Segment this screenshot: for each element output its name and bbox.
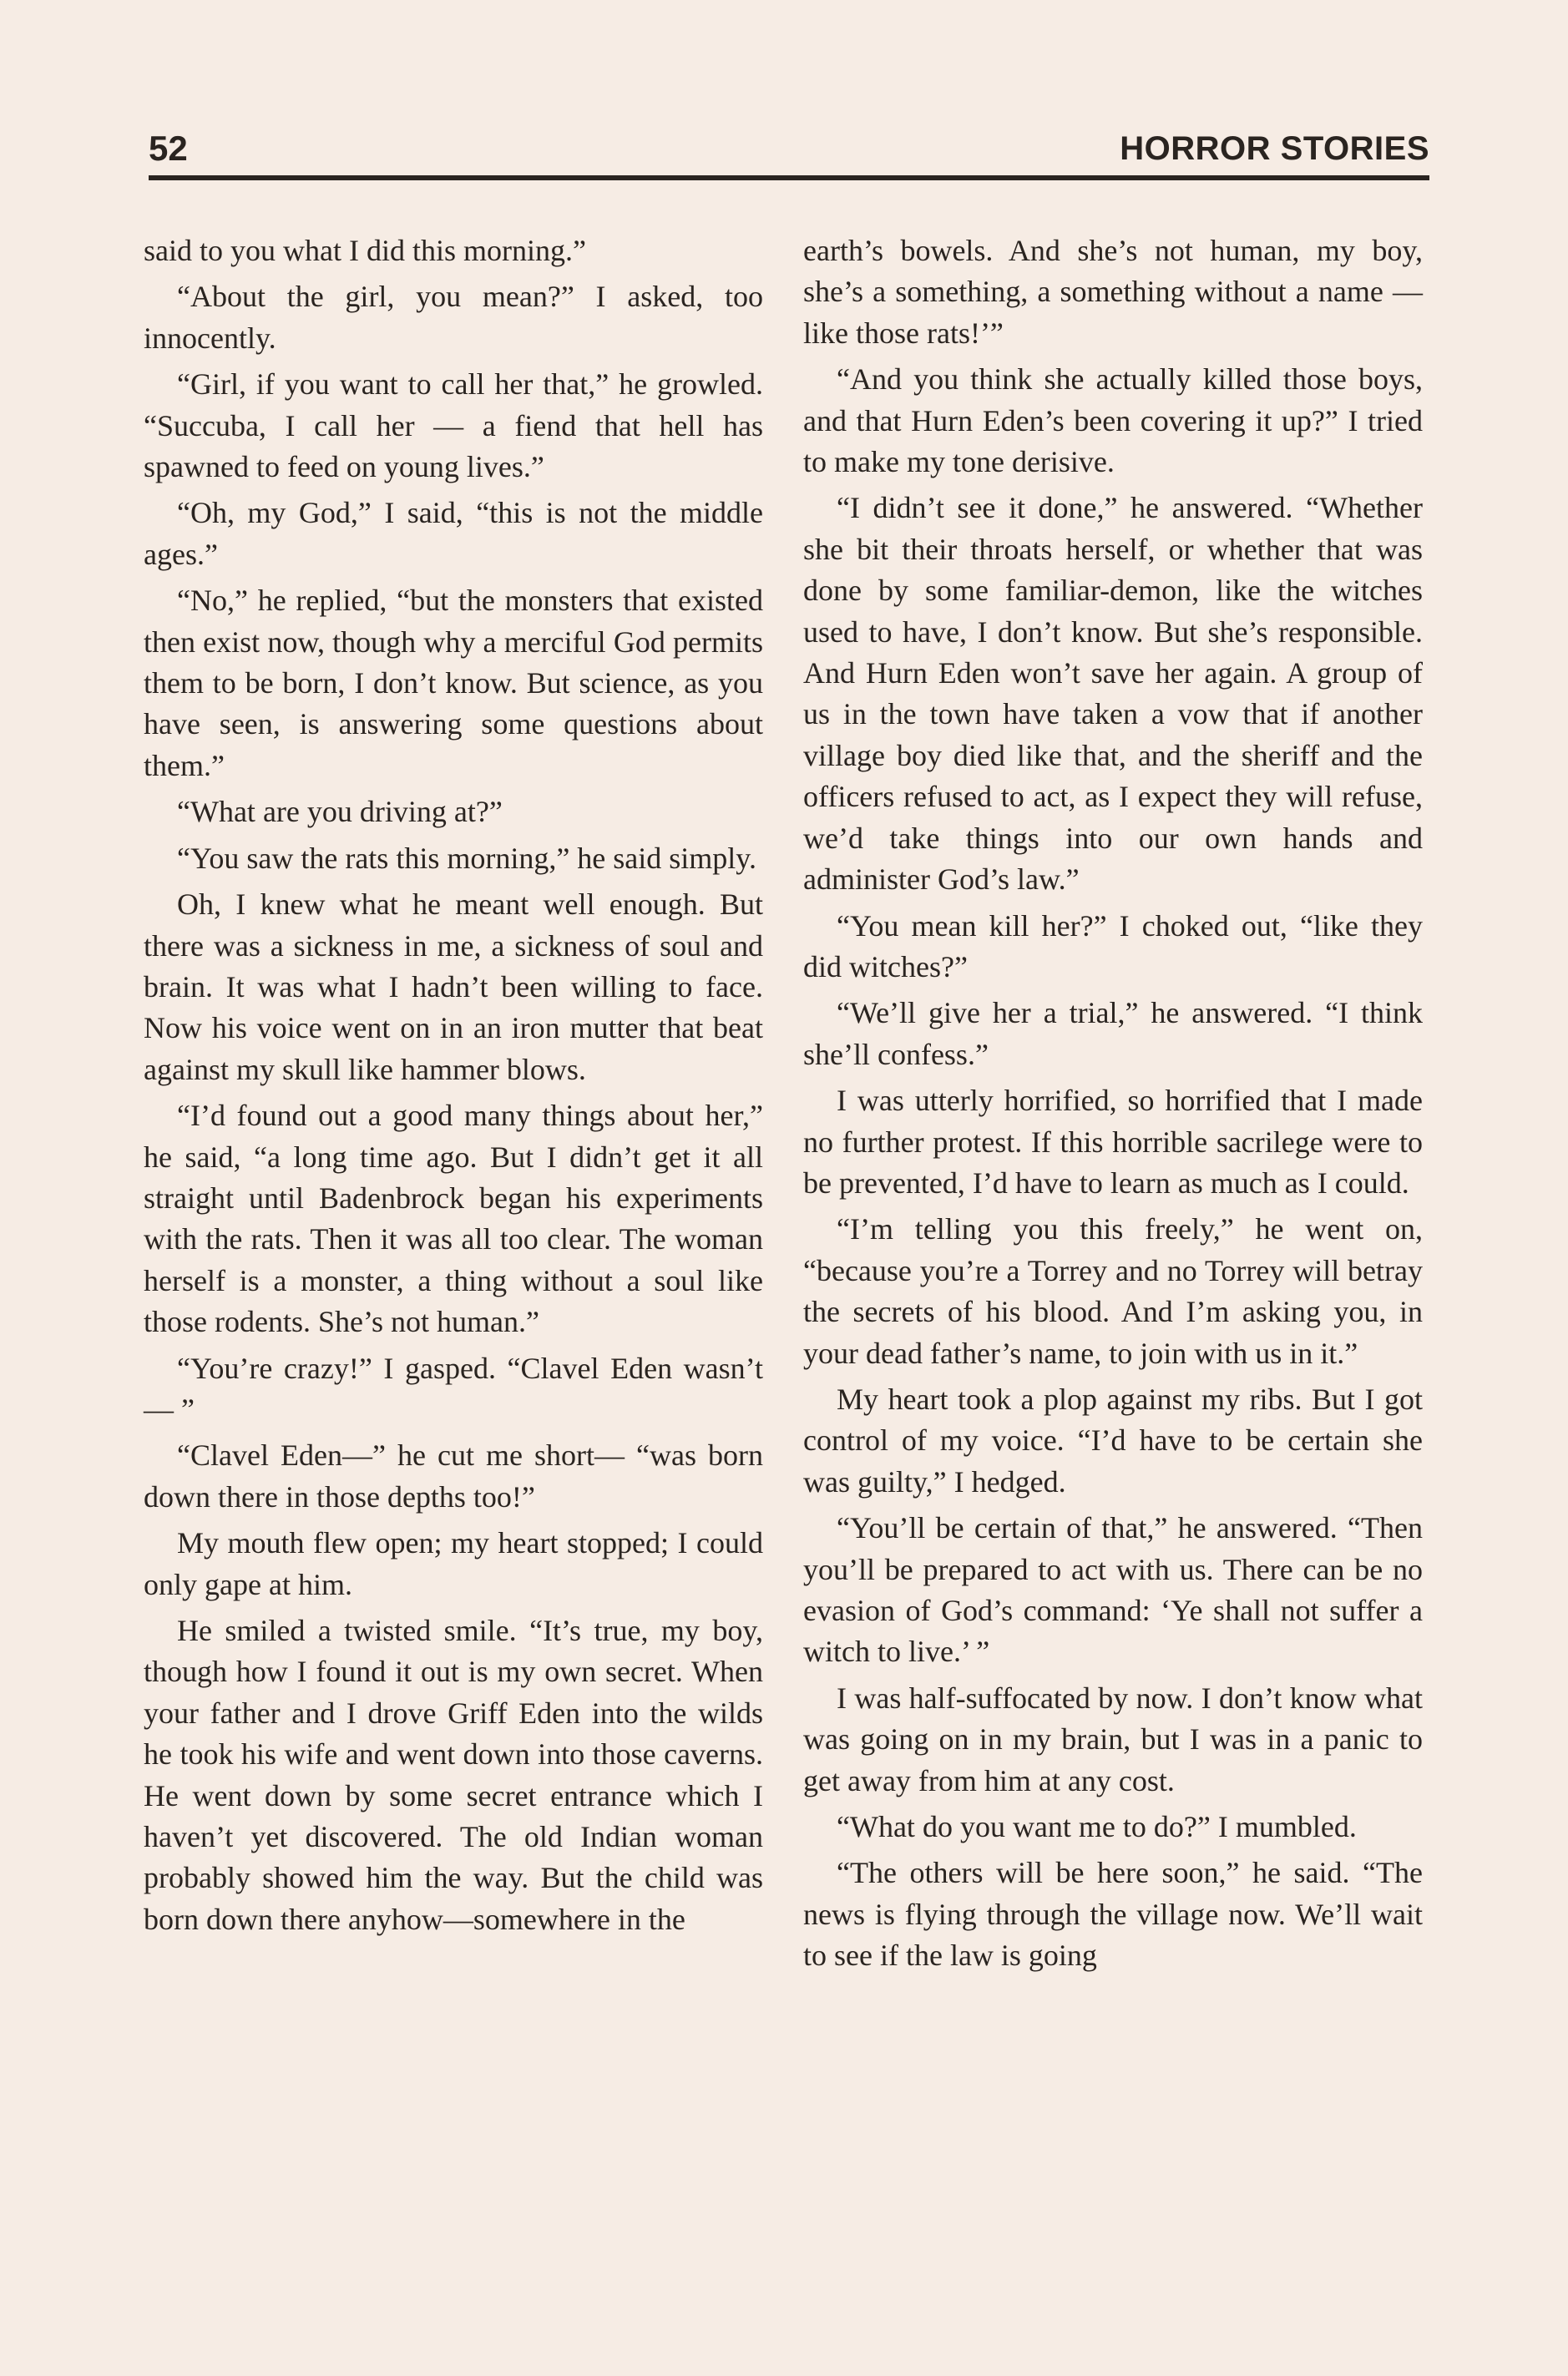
- paragraph: “I didn’t see it done,” he answered. “Whether she bit their throats herself, or whether that was done by some familiar-demon, like the witches used to have, I don’t know. But she’s responsible. And Hurn Eden won’t save her again. A group of us in the town have taken a vow that if another village boy died like that, and the sheriff and the officers refused to act, as I expect they will refuse, we’d take things into our own hands and administer God’s law.”: [803, 491, 1423, 897]
- paragraph: “The others will be here soon,” he said. “The news is flying through the village now. We’ll wait to see if the law is going: [803, 1856, 1423, 1973]
- paragraph: I was utterly horrified, so horrified that I made no further protest. If this horrible sacrilege were to be prevented, I’d have to learn as much as I could.: [803, 1084, 1423, 1200]
- paragraph: “Clavel Eden—” he cut me short— “was born down there in those depths too!”: [144, 1438, 763, 1514]
- paragraph: My heart took a plop against my ribs. But I got control of my voice. “I’d have to be certain she was guilty,” I hedged.: [803, 1382, 1423, 1499]
- right-column: [803, 230, 1423, 1982]
- paragraph: “You saw the rats this morning,” he said simply.: [177, 841, 756, 875]
- paragraph: I was half-suffocated by now. I don’t know what was going on in my brain, but I was in a panic to get away from him at any cost.: [803, 1681, 1423, 1797]
- paragraph: “You mean kill her?” I choked out, “like they did witches?”: [803, 908, 1423, 983]
- paragraph: My mouth flew open; my heart stopped; I could only gape at him.: [144, 1526, 763, 1601]
- paragraph: “No,” he replied, “but the monsters that existed then exist now, though why a merciful God permits them to be born, I don’t know. But science, as you have seen, is answering some questions about them.”: [144, 584, 763, 782]
- paragraph: “I’d found out a good many things about her,” he said, “a long time ago. But I didn’t get it all straight until Badenbrock began his experiments with the rats. Then it was all too clear. The woman herself is a monster, a thing without a soul like those rodents. She’s not human.”: [144, 1099, 763, 1339]
- running-head: HORROR STORIES: [1120, 130, 1429, 167]
- page-header: [149, 125, 1429, 180]
- paragraph: “About the girl, you mean?” I asked, too innocently.: [144, 280, 763, 355]
- paragraph: “What are you driving at?”: [177, 795, 503, 829]
- paragraph: “You’ll be certain of that,” he answered. “Then you’ll be prepared to act with us. There can be no evasion of God’s command: ‘Ye shall not suffer a witch to live.’ ”: [803, 1511, 1423, 1669]
- paragraph: “And you think she actually killed those boys, and that Hurn Eden’s been covering it up?” I tried to make my tone derisive.: [803, 362, 1423, 479]
- paragraph: “You’re crazy!” I gasped. “Clavel Eden wasn’t — ”: [144, 1351, 763, 1426]
- paragraph: said to you what I did this morning.”: [144, 234, 586, 267]
- paragraph: Oh, I knew what he meant well enough. But there was a sickness in me, a sickness of soul and brain. It was what I hadn’t been willing to face. Now his voice went on in an iron mutter that beat against my skull like hammer blows.: [144, 887, 763, 1086]
- paragraph: He smiled a twisted smile. “It’s true, my boy, though how I found it out is my own secret. When your father and I drove Griff Eden into the wilds he took his wife and went down into those caverns. He went down by some secret entrance which I haven’t yet discovered. The old Indian woman probably showed him the way. But the child was born down there anyhow—somewhere in the: [144, 1614, 763, 1936]
- paragraph: earth’s bowels. And she’s not human, my boy, she’s a something, a something without a name — like those rats!’”: [803, 234, 1423, 350]
- paragraph: “What do you want me to do?” I mumbled.: [837, 1810, 1357, 1844]
- paragraph: “We’ll give her a trial,” he answered. “I think she’ll confess.”: [803, 996, 1423, 1071]
- paragraph: “Oh, my God,” I said, “this is not the middle ages.”: [144, 496, 763, 571]
- paragraph: “I’m telling you this freely,” he went on, “because you’re a Torrey and no Torrey will betray the secrets of his blood. And I’m asking you, in your dead father’s name, to join with us in it.”: [803, 1212, 1423, 1370]
- page-number: 52: [149, 129, 188, 168]
- left-column: [144, 230, 763, 1945]
- paragraph: “Girl, if you want to call her that,” he growled. “Succuba, I call her — a fiend that hell has spawned to feed on young lives.”: [144, 367, 763, 484]
